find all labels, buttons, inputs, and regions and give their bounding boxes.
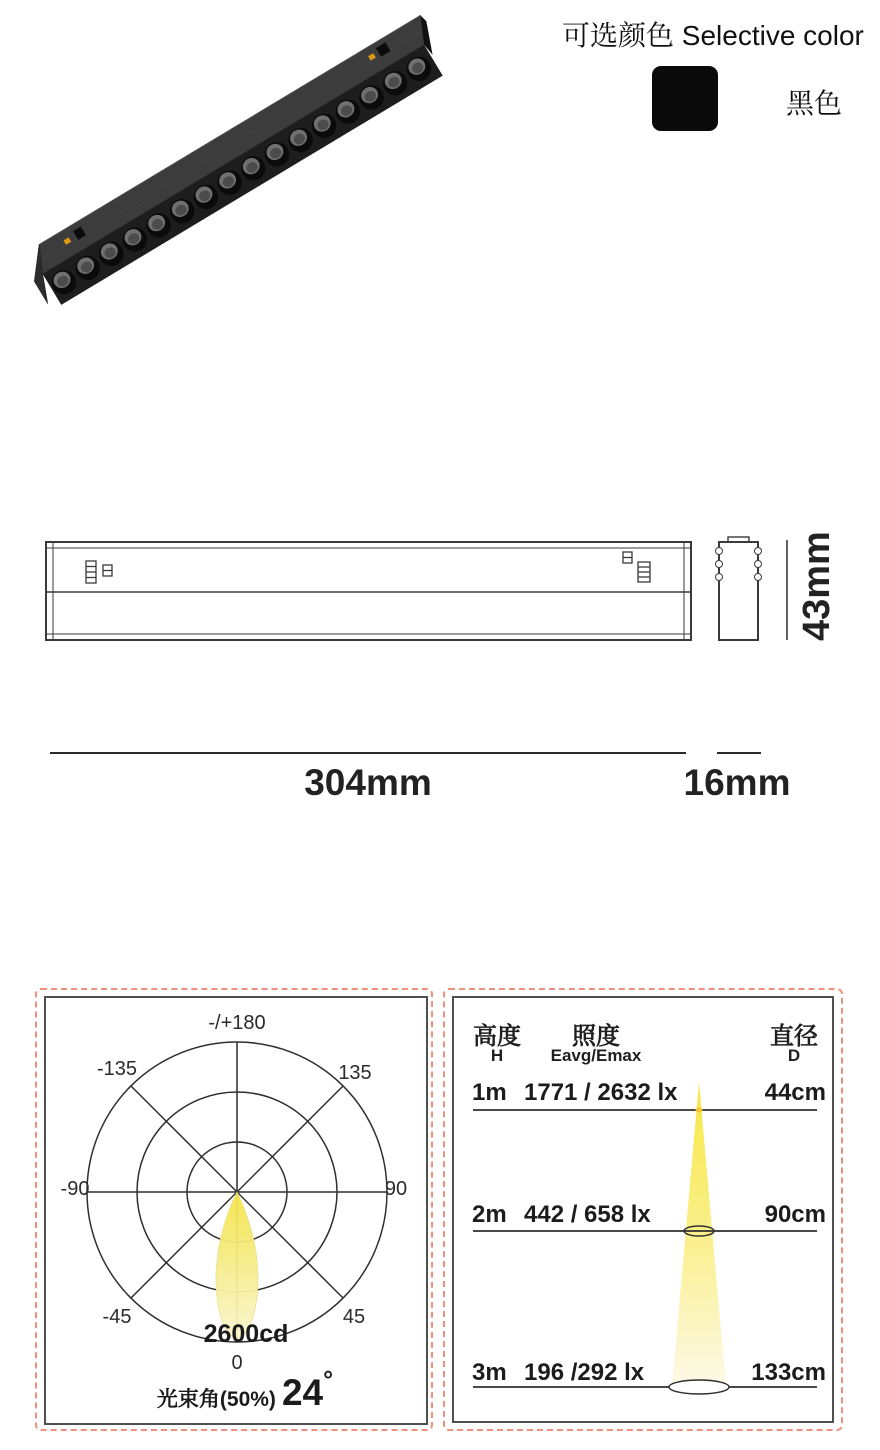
row-2m-lux: 442 / 658 lx [524, 1201, 651, 1228]
track-light-body [25, 15, 455, 310]
dimension-drawing [40, 531, 850, 649]
angle-label-0: 0 [231, 1352, 243, 1374]
beam-angle-caption [110, 1366, 380, 1413]
product-photo [25, 15, 475, 325]
degree-symbol: ° [323, 1366, 334, 1394]
color-swatch-label: 黑色 [786, 88, 843, 119]
angle-label-m135: -135 [96, 1058, 138, 1080]
row-1m-diameter: 44cm [764, 1079, 826, 1106]
beam-angle-value: 24 [281, 1372, 324, 1413]
depth-dimension-label: 16mm [683, 762, 791, 803]
color-swatch-black[interactable] [652, 66, 718, 131]
side-view [716, 537, 762, 640]
beam-lobe [216, 1192, 258, 1339]
row-1m-height: 1m [472, 1079, 507, 1106]
angle-label-45: 45 [342, 1306, 366, 1328]
row-2m-diameter: 90cm [764, 1201, 826, 1228]
beam-angle-label: 光束角(50%) [156, 1388, 276, 1411]
spot-1m [696, 1108, 703, 1113]
peak-intensity-label: 2600cd [203, 1320, 289, 1348]
angle-label-180: -/+180 [208, 1012, 266, 1034]
row-3m-height: 3m [472, 1359, 507, 1386]
angle-label-m45: -45 [102, 1306, 132, 1328]
angle-label-135: 135 [338, 1062, 372, 1084]
col-header-lux-sub: Eavg/Emax [550, 1046, 642, 1065]
row-3m-diameter: 133cm [751, 1359, 826, 1386]
depth-dimension-line [717, 752, 761, 754]
row-1m-lux: 1771 / 2632 lx [524, 1079, 678, 1106]
row-2m-height: 2m [472, 1201, 507, 1228]
col-header-lux: 照度 [572, 1023, 620, 1050]
light-cone [672, 1082, 726, 1387]
width-dimension-label: 304mm [304, 762, 432, 803]
selective-color-title: 可选颜色 Selective color [562, 20, 864, 51]
height-lines [473, 1110, 817, 1387]
width-dimension-line [50, 752, 686, 754]
col-header-diameter: 直径 [770, 1023, 818, 1050]
row-3m-lux: 196 /292 lx [524, 1359, 645, 1386]
col-header-height-sub: H [490, 1046, 504, 1065]
height-dimension-label: 43mm [796, 531, 838, 641]
col-header-height: 高度 [473, 1023, 521, 1050]
angle-label-m90: -90 [60, 1178, 90, 1200]
front-view [46, 542, 691, 640]
col-header-diameter-sub: D [787, 1046, 801, 1065]
angle-label-90: 90 [384, 1178, 408, 1200]
